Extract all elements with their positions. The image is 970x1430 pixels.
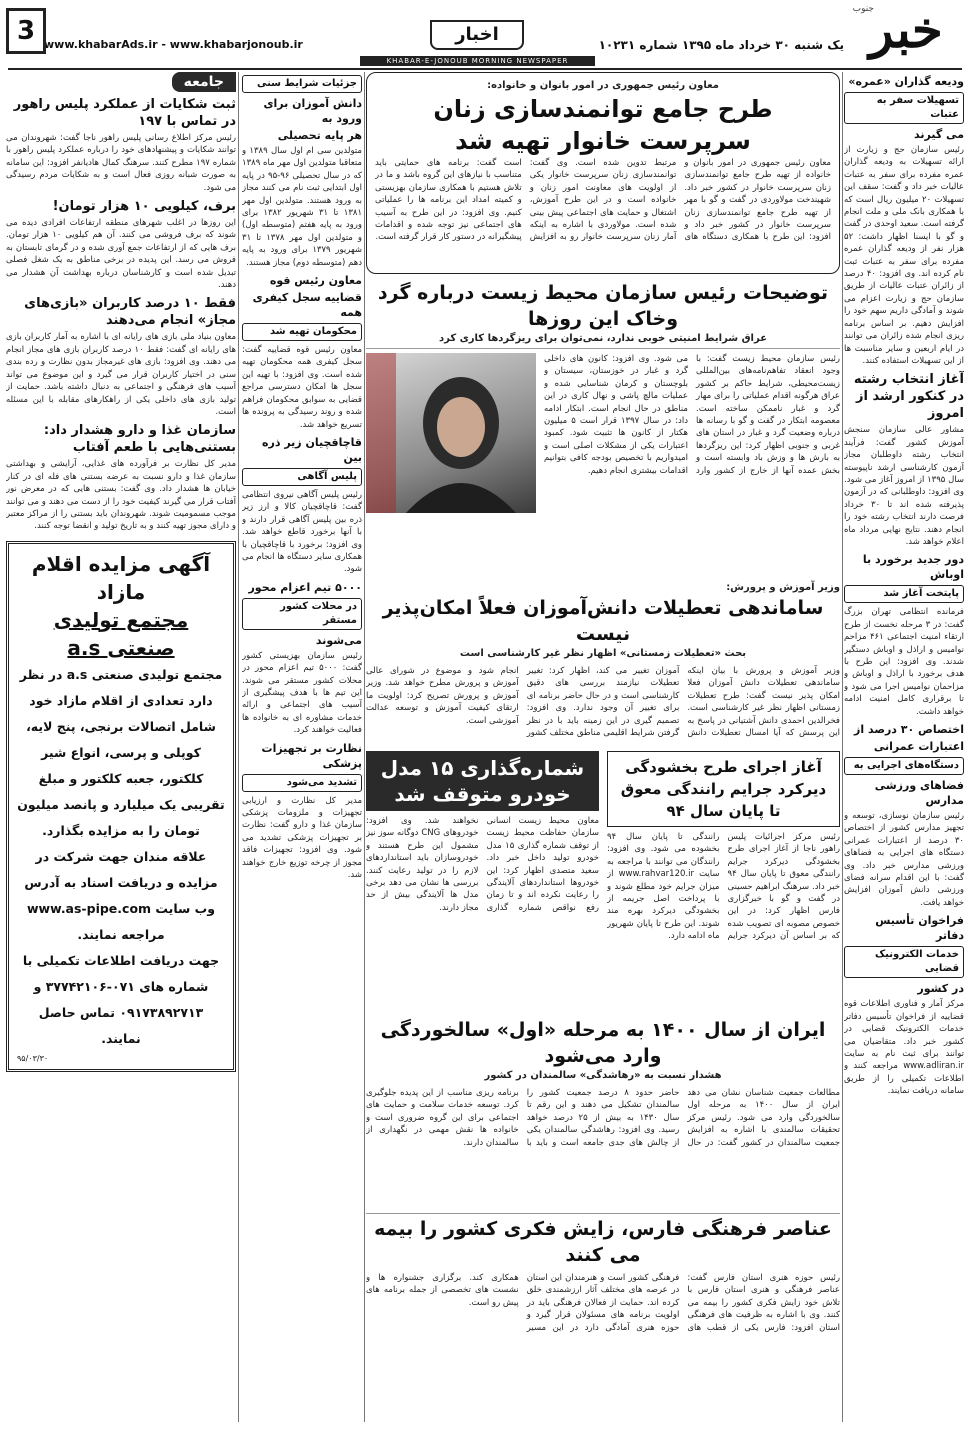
subheadline: بحث «تعطیلات زمستانی» اظهار نظر غیر کارشناسی است: [459, 648, 747, 659]
headline: اختصاص ۳۰ درصد از: [854, 723, 964, 737]
person-photo-icon: [366, 353, 536, 513]
article-body: مدیر کل نظارت و ارزیابی تجهیزات و ملزومات پزشکی سازمان غذا و دارو گفت: نظارت بر تجهیزات پزشکی تشدید می شود. وی افزود: تجهیزات فاقد مجوز از چرخه توزیع خارج خواهند شد.: [242, 795, 362, 881]
newspaper-logo: خبر: [869, 0, 943, 59]
headline: تسهیلات سفر به عتبات: [844, 92, 964, 124]
traffic-story: [607, 751, 840, 1011]
article-columns: [366, 1272, 840, 1382]
logo-subtitle: جنوب: [852, 4, 874, 14]
article-body: رئیس مرکز اطلاع رسانی پلیس راهور ناجا گفت: شهروندان می توانند شکایات و پیشنهادهای خود را درباره عملکرد پلیس راهور با شماره ۱۹۷ مطرح کنند. سرهنگ کمال هادیانفر افزود: این سامانه به صورت شبانه روزی فعال است و به شکایات مردم رسیدگی می شود.: [6, 133, 236, 193]
article-body: معاون رئیس قوه قضاییه گفت: سجل کیفری همه محکومان تهیه شده است. وی افزود: با تهیه این سجل ها امکان دسترسی مراجع قضایی به سوابق محکومان فراهم شده و روند رسیدگی به پرونده ها تسریع خواهد شد.: [242, 345, 362, 430]
column-divider: [364, 72, 365, 1422]
headline: دستگاه‌های اجرایی به: [844, 757, 964, 775]
headline: تشدید می‌شود: [242, 774, 362, 792]
article-body: رئیس سازمان محیط زیست گفت: با وجود انعقاد تفاهم‌نامه‌های بین‌المللی زیست‌محیطی، شرایط حاکم بر کشور عراق هرگونه اقدام عملیاتی را برای مهار گرد و غبار ناممکن ساخته است. معصومه ابتکار در گفت و گو با رسانه ها درباره وضعیت گرد و غبار در استان های غربی و جنوبی اظهار کرد: این ریزگردها به بارش ها و وزش باد وابسته است و بخش عمده آنها از خارج از کشور وارد می شود. وی افزود: کانون های داخلی گرد و غبار در خوزستان، سیستان و بلوچستان و کرمان شناسایی شده و عملیات مالچ پاشی و نهال کاری در این مناطق در حال انجام است. ابتکار ادامه داد: در سال ۱۳۹۷ قرار است ۵ میلیون هکتار از کانون ها تثبیت شود. کمبود اعتبارات یکی از مشکلات اصلی است و امیدواریم با تخصیص بودجه کافی بتوانیم اقدامات بیشتری انجام دهیم.: [544, 354, 840, 476]
subheadline: عراق شرایط امنیتی خوبی ندارد، نمی‌توان برای ریزگردها کاری کرد: [366, 332, 840, 349]
headline: ۵۰۰۰ تیم اعزام محور: [248, 580, 362, 594]
article-body: معاون رئیس جمهوری در امور بانوان و خانواده از تهیه طرح جامع توانمندسازی زنان سرپرست خانوار در کشور خبر داد. شهیندخت مولاوردی در گفت و گو با مهر از تهیه طرح جامع توانمندسازی زنان سرپرست خانوار در کشور خبر داد و افزود: این طرح با همکاری دستگاه های مرتبط تدوین شده است. وی گفت: توانمندسازی زنان سرپرست خانوار یکی از اولویت های معاونت امور زنان و خانواده است و در این طرح آموزش، اشتغال و حمایت های اجتماعی پیش بینی شده است. مولاوردی با اشاره به اینکه آمار زنان سرپرست خانوار رو به افزایش است گفت: برنامه های حمایتی باید متناسب با نیازهای این گروه باشد و ما در تلاش هستیم با همکاری سازمان بهزیستی و کمیته امداد این برنامه ها را عملیاتی کنیم. وی افزود: در این طرح به آسیب های اجتماعی نیز توجه شده و اقدامات پیشگیرانه در دستور کار قرار گرفته است.: [375, 158, 831, 243]
dark-headline: شماره‌گذاری ۱۵ مدل خودرو متوقف شد: [366, 751, 599, 811]
kicker: معاون رئیس جمهوری در امور بانوان و خانواده:: [487, 80, 719, 91]
twin-stories: [366, 751, 840, 1011]
story-with-photo: [366, 353, 840, 575]
article-columns: [366, 665, 840, 745]
issue-date: یک شنبه ۳۰ خرداد ماه ۱۳۹۵ شماره ۱۰۲۳۱: [598, 38, 844, 52]
auction-advertisement: [6, 541, 236, 1072]
headline: عناصر فرهنگی فارس، زایش فکری کشور را بیمه می کنند: [366, 1213, 840, 1268]
boxed-headline: آغاز اجرای طرح بخشودگی دیرکرد جرایم رانندگی معوق تا پایان سال ۹۴: [607, 751, 840, 827]
headline: در محلات کشور مستقر: [242, 598, 362, 630]
ad-website[interactable]: علاقه مندان جهت شرکت در مزایده و دریافت اسناد به آدرس وب سایت www.as-pipe.com مراجعه نمایند.: [24, 848, 218, 942]
headline: ودیعه گذاران «عمره»: [848, 75, 964, 88]
article-body: رئیس سازمان نوسازی، توسعه و تجهیز مدارس کشور از اختصاص ۳۰ درصد از اعتبارات عمرانی دستگاه های اجرایی به فضاهای ورزشی مدارس خبر داد. وی گفت: با این اقدام سرانه فضای ورزشی دانش آموزان افزایش خواهد یافت.: [844, 811, 964, 908]
website-links[interactable]: www.khabarAds.ir - www.khabarjonoub.ir: [44, 38, 303, 51]
article-body: مدیر کل نظارت بر فرآورده های غذایی، آرایشی و بهداشتی سازمان غذا و دارو نسبت به عرضه بستنی های فله ای در کنار خیابان ها هشدار داد. وی گفت: بستنی هایی که در معرض نور آفتاب قرار می گیرند کیفیت خود را از دست می دهند و می توانند موجب مسمومیت شوند. شهروندان باید بستنی را از مراکز معتبر و دارای مجوز تهیه کنند و به تاریخ تولید و انقضا توجه کنند.: [6, 459, 236, 532]
lead-headline: طرح جامع توانمندسازی زنان سرپرست خانوار تهیه شد: [433, 95, 773, 155]
center-column: [366, 72, 840, 1422]
article-body: این روزها در اغلب شهرهای منطقه ارتفاعات افرادی دیده می شوند که برف فروشی می کنند. آن هم کیلویی ۱۰ هزار تومان. برف هایی که از ارتفاعات جمع آوری شده و در گرمای تابستان به فروش می رسد. این پدیده در برخی مناطق به یک شغل فصلی تبدیل شده است و کارشناسان درباره بهداشت آن هشدار می دهند.: [6, 218, 236, 291]
headline: محکومان تهیه شد: [242, 323, 362, 341]
article-columns: [366, 815, 599, 1011]
page-number: 3: [6, 8, 46, 54]
article-body: متولدین سی ام اول سال ۱۳۸۹ و متعاقبا متولدین اول مهر ماه ۱۳۸۹ که در سال تحصیلی ۹۶-۹۵ در پایه اول ابتدایی ثبت نام می کنند مجاز به ورود هستند. متولدین اول مهر ۱۳۸۱ تا ۳۱ شهریور ۱۳۸۲ برای ورود به پایه هفتم (متوسطه اول) و متولدین اول مهر ۱۳۷۸ تا ۳۱ شهریور ۱۳۷۹ برای ورود به پایه دهم (متوسطه دوم) مجاز هستند.: [242, 146, 362, 268]
article-body: معاون بنیاد ملی بازی های رایانه ای با اشاره به آمار کاربران بازی های رایانه ای گفت: فقط ۱۰ درصد کاربران بازی های مجاز انجام می دهند. وی افزود: بازی های غیرمجاز بدون نظارت و رده بندی سنی در اختیار کاربران قرار می گیرد و این موضوع می تواند آسیب های فرهنگی و اجتماعی به دنبال داشته باشد. حمایت از تولید بازی های داخلی یکی از راهکارهای مقابله با این مسئله است.: [6, 332, 236, 417]
ad-company: مجتمع تولیدی صنعتی a.s: [53, 607, 189, 660]
lead-story-box: [366, 72, 840, 274]
headline: ثبت شکایات از عملکرد پلیس راهور در تماس با ۱۹۷: [13, 97, 236, 129]
article-body: رئیس سازمان بهزیستی کشور گفت: ۵۰۰۰ تیم اعزام محور در محلات کشور مستقر می شوند. این تیم ها با هدف پیشگیری از آسیب های اجتماعی و ارائه خدمات مشاوره ای به خانواده ها فعالیت خواهند کرد.: [242, 650, 362, 736]
headline: می‌شوند: [315, 633, 362, 647]
headline: قاچاقچیان زیر ذره بین: [262, 435, 362, 464]
article-columns: [375, 157, 831, 267]
headline: اعتبارات عمرانی: [873, 740, 964, 754]
headline: قضاییه سجل کیفری همه: [252, 291, 362, 320]
headline: دانش آموزان برای ورود به: [263, 97, 362, 125]
column-divider: [842, 72, 843, 1422]
headline: فضاهای ورزشی مدارس: [874, 779, 964, 808]
article-body: مشاور عالی سازمان سنجش آموزش کشور گفت: فرآیند انتخاب رشته داوطلبان مجاز آزمون کارشناسی ارشد ناپیوسته سال ۱۳۹۵ از امروز آغاز می شود. وی افزود: داوطلبانی که در آزمون پذیرفته شده اند تا ۳۰ خرداد فرصت دارند انتخاب رشته خود را انجام دهند. نتایج نهایی مرداد ماه اعلام خواهد شد.: [844, 425, 964, 547]
right-column: [844, 72, 964, 1422]
headline: برف، کیلویی ۱۰ هزار تومان!: [52, 199, 236, 215]
headline: سازمان غذا و دارو هشدار داد: بستنی‌هایی با طعم آفتاب: [43, 423, 236, 456]
ad-code: ۹۵/۰۳/۳۰: [17, 1053, 49, 1063]
article-body: مرکز آمار و فناوری اطلاعات قوه قضاییه از فراخوان تأسیس دفاتر خدمات الکترونیک قضایی در کشور خبر داد. متقاضیان می توانند برای ثبت نام به سایت www.adliran.ir مراجعه کنند و اطلاعات تکمیلی را از طریق سامانه دریافت نمایند.: [844, 999, 964, 1097]
article-body: مطالعات جمعیت شناسان نشان می دهد ایران از سال ۱۴۰۰ به مرحله اول سالخوردگی وارد می شود. رئیس مرکز تحقیقات سالمندی با اشاره به افزایش جمعیت سالمندان در کشور گفت: در حال حاضر حدود ۸ درصد جمعیت کشور را سالمندان تشکیل می دهند و این رقم تا سال ۱۴۳۰ به بیش از ۲۵ درصد خواهد رسید. وی افزود: رهاشدگی سالمندان یکی از چالش های جدی جامعه است و باید با برنامه ریزی مناسب از این پدیده جلوگیری کرد. توسعه خدمات سلامت و حمایت های اجتماعی برای این گروه ضروری است و خانواده ها نقش مهمی در نگهداری از سالمندان دارند.: [366, 1088, 840, 1148]
article-body: رئیس حوزه هنری استان فارس گفت: عناصر فرهنگی و هنری استان فارس با تلاش خود زایش فکری کشور را بیمه می کنند. وی با اشاره به ظرفیت های فرهنگی استان افزود: فارس یکی از قطب های فرهنگی کشور است و هنرمندان این استان در عرصه های مختلف آثار ارزشمندی خلق کرده اند. حمایت از فعالان فرهنگی باید در اولویت برنامه های مسئولان قرار گیرد و حوزه هنری آمادگی دارد در این مسیر همکاری کند. برگزاری جشنواره ها و نشست های تخصصی از جمله برنامه های پیش رو است.: [366, 1273, 840, 1333]
headline: توضیحات رئیس سازمان محیط زیست درباره گرد وخاک این روزها: [377, 282, 829, 330]
article-columns: [366, 1087, 840, 1207]
headline: پلیس آگاهی: [242, 468, 362, 486]
headline: پایتخت آغاز شد: [844, 585, 964, 603]
headline: آغاز انتخاب رشته در کنکور ارشد از امروز: [853, 372, 964, 422]
ad-body: مجتمع تولیدی صنعتی a.s در نظر دارد تعدادی از اقلام مازاد خود شامل اتصالات برنجی، پنج لایه، کوپلی و پرسی، انواع شیر کلکتور، جعبه کلکتور و مبلغ تقریبی یک میلیارد و پانصد میلیون تومان را به مزایده بگذارد.: [17, 666, 225, 838]
headline: هر پایه تحصیلی: [277, 129, 362, 142]
section-tag-label: جامعه: [172, 72, 236, 92]
article-body: فرمانده انتظامی تهران بزرگ گفت: در ۳ مرحله نخست از طرح ارتقاء امنیت اجتماعی ۴۶۱ مزاحم نوامیس و اراذل و اوباش دستگیر شدند. وی افزود: این طرح با هدف برخورد با اراذل و اوباش و مزاحمان نوامیس اجرا می شود و تا برقراری کامل امنیت ادامه خواهد داشت.: [844, 607, 964, 717]
subheadline: هشدار نسبت به «رهاشدگی» سالمندان در کشور: [484, 1070, 722, 1081]
masthead-rule: [8, 68, 962, 70]
left-column: [6, 72, 236, 1422]
headline: ساماندهی تعطیلات دانش‌آموزان فعلاً امکان‌پذیر نیست: [382, 597, 824, 645]
article-body: معاون محیط زیست انسانی سازمان حفاظت محیط زیست از توقف شماره گذاری ۱۵ مدل خودرو تولید داخل خبر داد. سعید متصدی اظهار کرد: این خودروها استانداردهای آلایندگی را رعایت نکرده اند و تا زمان رفع نواقص شماره گذاری نخواهند شد. وی افزود: خودروهای CNG دوگانه سوز نیز مشمول این طرح هستند و خودروسازان باید استانداردهای لازم را در تولید رعایت کنند. بررسی ها نشان می دهد برخی مدل ها آلایندگی بیش از حد مجاز دارند.: [366, 816, 599, 913]
headline: معاون رئیس قوه: [269, 274, 362, 288]
headline: دور جدید برخورد با اوباش: [862, 553, 964, 582]
headline: فراخوان تأسیس دفاتر: [875, 914, 964, 943]
section-tag: [6, 72, 236, 92]
portrait-photo: [366, 353, 536, 513]
narrow-column: [242, 72, 362, 1422]
article-columns: [544, 353, 840, 575]
ad-contact: جهت دریافت اطلاعات تکمیلی با شماره های ۰۷۱-۳۷۷۴۲۱۰۶ و ۰۹۱۷۳۸۹۲۷۱۳ تماس حاصل نمایند.: [22, 952, 220, 1046]
headline: جزئیات شرایط سنی: [242, 75, 362, 93]
headline: ایران از سال ۱۴۰۰ به مرحله «اول» سالخوردگی وارد می‌شود: [380, 1019, 826, 1067]
column-divider: [238, 72, 239, 1422]
article-body: وزیر آموزش و پرورش با بیان اینکه ساماندهی تعطیلات دانش آموزان فعلا امکان پذیر نیست گفت: طرح تعطیلات زمستانی اظهار نظر غیر کارشناسی است. فخرالدین احمدی دانش آشتیانی در پاسخ به این پرسش که آیا امسال تعطیلات دانش آموزان تغییر می کند، اظهار کرد: تغییر تعطیلات نیازمند بررسی های دقیق کارشناسی است و در حال حاضر برنامه ای برای تغییر آن وجود ندارد. وی افزود: تصمیم گیری در این زمینه باید با در نظر گرفتن شرایط اقلیمی مناطق مختلف کشور انجام شود و موضوع در شورای عالی آموزش و پرورش مطرح خواهد شد. وزیر آموزش و پرورش تصریح کرد: اولویت ما ارتقای کیفیت آموزش و توسعه عدالت آموزشی است.: [366, 666, 840, 739]
article-body: رئیس پلیس آگاهی نیروی انتظامی گفت: قاچاقچیان کالا و ارز زیر ذره بین پلیس آگاهی قرار دارند و با آنها برخورد قاطع خواهد شد. وی افزود: برخورد با قاچاقچیان با همکاری سایر دستگاه ها انجام می شود.: [242, 489, 362, 575]
kicker: وزیر آموزش و پرورش:: [726, 582, 840, 593]
car-story: [366, 751, 599, 1011]
masthead: [0, 0, 970, 65]
headline: نظارت بر تجهیزات پزشکی: [261, 741, 362, 770]
article-body: رئیس مرکز اجرائیات پلیس راهور ناجا از آغاز اجرای طرح بخشودگی دیرکرد جرایم رانندگی معوق تا پایان سال ۹۴ خبر داد. سرهنگ ابراهیم حسینی در گفت و گو با خبرگزاری فارس اظهار کرد: در این خصوص مصوبه ای تصویب شده که بر اساس آن دیرکرد جرایم رانندگی تا پایان سال ۹۴ بخشوده می شود. وی افزود: رانندگان می توانند با مراجعه به سایت www.rahvar120.ir از میزان جرایم خود مطلع شوند و با پرداخت اصل جریمه از بخشودگی دیرکرد بهره مند شوند. این طرح تا پایان شهریور ماه ادامه دارد.: [607, 832, 840, 942]
headline: فقط ۱۰ درصد کاربران «بازی‌های مجاز» انجام می‌دهند: [24, 296, 236, 329]
headline: خدمات الکترونیک قضایی: [844, 946, 964, 978]
headline: در کشور: [917, 982, 964, 996]
ad-title: آگهی مزایده اقلام مازاد: [31, 551, 211, 604]
article-body: رئیس سازمان حج و زیارت از ارائه تسهیلات به ودیعه گذاران عمره مفرده برای سفر به عتبات عالیات خبر داد و گفت: سقف این تسهیلات ۲۰ میلیون ریال است که با همکاری بانک ملی و ملت انجام گرفته است. سعید اوحدی در گفت و گو با ایسنا اظهار داشت: ۵۲ هزار نفر از ودیعه گذاران عمره مفرده برای سفر به عتبات ثبت نام کرده اند. وی افزود: ۴۰ درصد از زائران عتبات عالیات از طریق سازمان حج و زیارت اعزام می شوند و آمادگی داریم سهم خود را افزایش دهیم. بر اساس برنامه ریزی انجام شده زائران می توانند در ایام اربعین و سایر مناسبت ها از این تسهیلات استفاده کنند.: [844, 145, 964, 366]
headline: می گیرند: [914, 128, 964, 141]
section-title: اخبار: [430, 20, 524, 50]
article-columns: [607, 831, 840, 1011]
english-banner: KHABAR-E-JONOUB MORNING NEWSPAPER: [360, 56, 595, 66]
